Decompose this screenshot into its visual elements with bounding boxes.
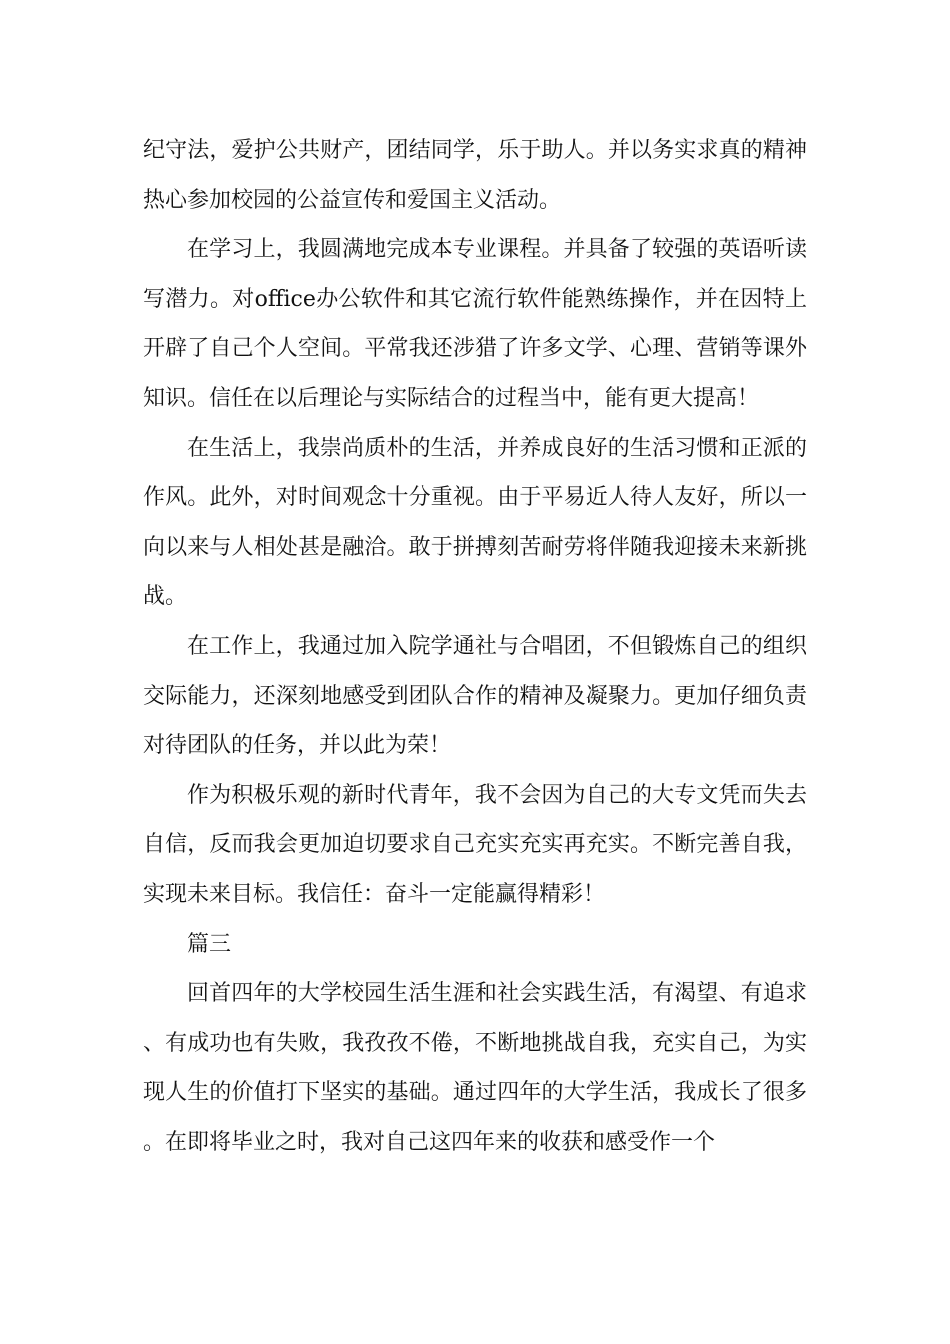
document-page [143,126,807,1167]
paragraph-attitude: 作为积极乐观的新时代青年，我不会因为自己的大专文凭而失去自信，反而我会更加迫切要求自己充实充实再充实。不断完善自我，实现未来目标。我信任：奋斗一定能赢得精彩！ [143,782,807,907]
paragraph-review: 回首四年的大学校园生活生涯和社会实践生活，有渴望、有追求、有成功也有失败，我孜孜不倦，不断地挑战自我，充实自己，为实现人生的价值打下坚实的基础。通过四年的大学生活，我成长了很多。在即将毕业之时，我对自己这四年来的收获和感受作一个 [143,981,807,1155]
paragraph-work: 在工作上，我通过加入院学通社与合唱团，不但锻炼自己的组织交际能力，还深刻地感受到团队合作的精神及凝聚力。更加仔细负责对待团队的任务，并以此为荣！ [143,633,807,759]
section-heading: 篇三 [187,931,232,957]
paragraph-discipline: 纪守法，爱护公共财产，团结同学，乐于助人。并以务实求真的精神热心参加校园的公益宣传和爱国主义活动。 [143,138,807,213]
paragraph-life: 在生活上，我崇尚质朴的生活，并养成良好的生活习惯和正派的作风。此外，对时间观念十分重视。由于平易近人待人友好，所以一向以来与人相处甚是融洽。敢于拼搏刻苦耐劳将伴随我迎接未来新挑战。 [143,435,807,610]
paragraph-study: 在学习上，我圆满地完成本专业课程。并具备了较强的英语听读写潜力。对office办公软件和其它流行软件能熟练操作，并在因特上开辟了自己个人空间。平常我还涉猎了许多文学、心理、营销等课外知识。信任在以后理论与实际结合的过程当中，能有更大提高！ [143,237,807,411]
